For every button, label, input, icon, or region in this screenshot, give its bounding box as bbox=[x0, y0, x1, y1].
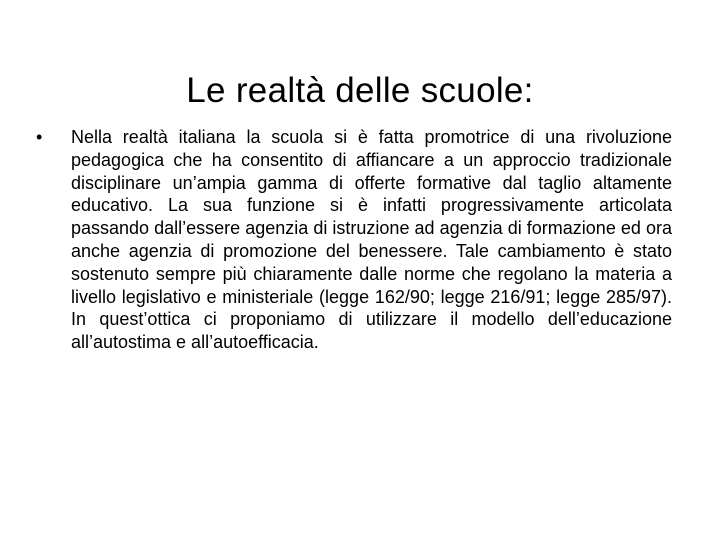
slide-title: Le realtà delle scuole: bbox=[186, 71, 534, 111]
bullet-icon: • bbox=[36, 127, 43, 147]
bullet-text: Nella realtà italiana la scuola si è fatta promotrice di una rivoluzione pedagogica che ha consentito di affiancare a un approccio tradizionale disciplinare un’ampia gamma di offerte formative dal taglio altamente educativo. La sua funzione si è infatti progressivamente articolata passando dall’essere agenzia di istruzione ad agenzia di formazione ed ora anche agenzia di promozione del benessere. Tale cambiamento è stato sostenuto sempre più chiaramente dalle norme che regolano la materia a livello legislativo e ministeriale (legge 162/90; legge 216/91; legge 285/97). In quest’ottica ci proponiamo di utilizzare il modello dell’educazione all’autostima e all’autoefficacia. bbox=[71, 127, 672, 353]
slide-body bbox=[36, 126, 672, 354]
bullet-item bbox=[36, 126, 672, 354]
